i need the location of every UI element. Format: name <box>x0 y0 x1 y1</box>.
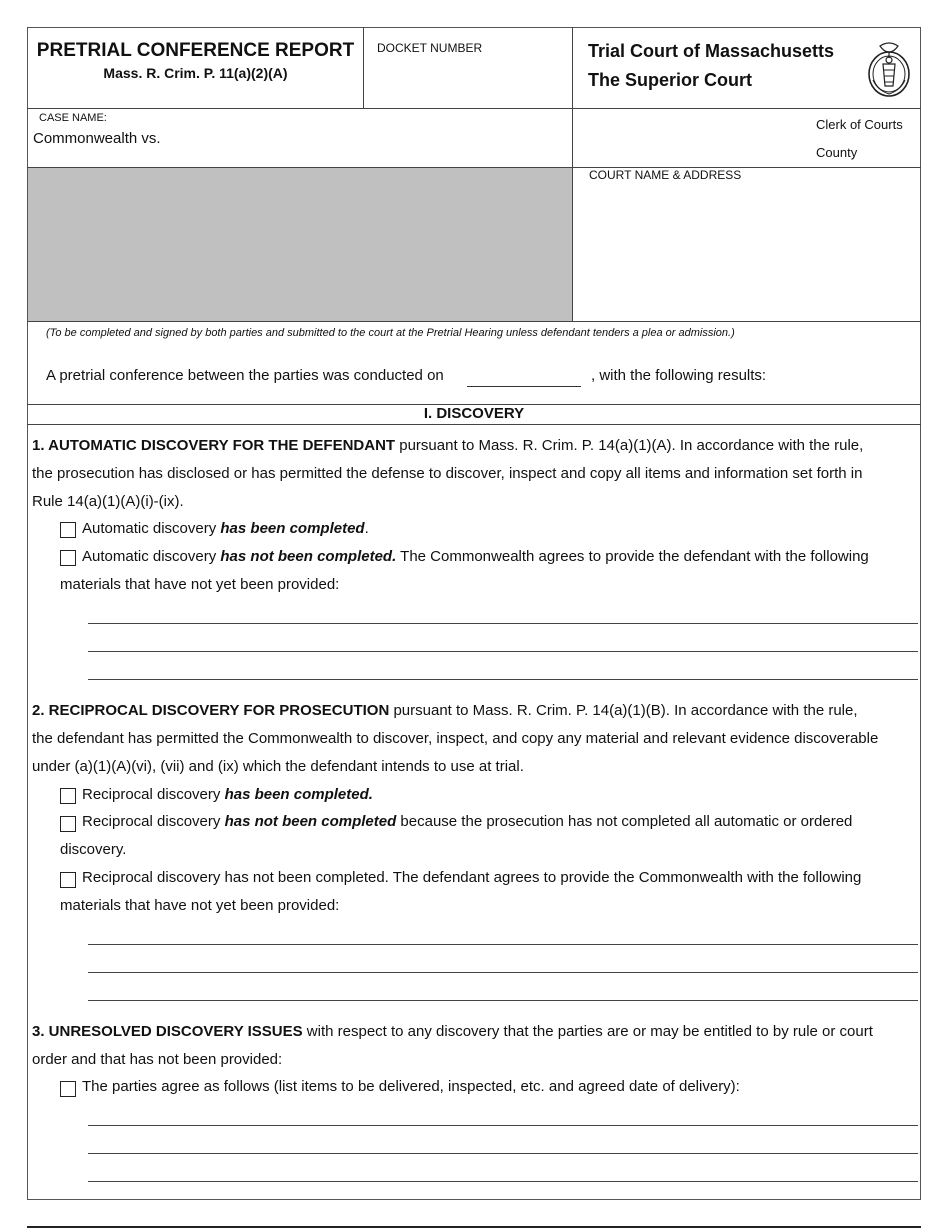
court-name-line1: Trial Court of Massachusetts <box>588 41 835 61</box>
s1-text: pursuant to Mass. R. Crim. P. 14(a)(1)(A). In accordance with the rule, <box>395 437 864 454</box>
form-title: PRETRIAL CONFERENCE REPORT <box>36 40 355 61</box>
s2-text: pursuant to Mass. R. Crim. P. 14(a)(1)(B). In accordance with the rule, <box>389 702 858 719</box>
s1-line3: Rule 14(a)(1)(A)(i)-(ix). <box>32 493 184 510</box>
page-bottom-rule <box>27 1226 921 1228</box>
instructions-text: (To be completed and signed by both parties and submitted to the court at the Pretrial Hearing unless defendant tenders a plea or admission.) <box>46 327 735 339</box>
s2-opt2-bold: has not been completed <box>224 813 397 830</box>
s2-heading: 2. RECIPROCAL DISCOVERY FOR PROSECUTION <box>32 702 390 719</box>
s2-opt2-pre: Reciprocal discovery <box>82 813 225 830</box>
clerk-of-courts-label: Clerk of Courts <box>816 117 903 132</box>
s1-heading: 1. AUTOMATIC DISCOVERY FOR THE DEFENDANT <box>32 437 396 454</box>
shaded-defendant-area <box>28 168 572 321</box>
s1-opt1-bold: has been completed <box>220 520 365 537</box>
s3-items-line-3[interactable] <box>88 1181 918 1182</box>
s2-opt1-bold: has been completed. <box>224 786 373 803</box>
conducted-prefix: A pretrial conference between the parties was conducted on <box>46 367 444 384</box>
s1-line2: the prosecution has disclosed or has permitted the defense to discover, inspect and copy all items and information set forth in <box>32 465 863 482</box>
case-name-value[interactable]: Commonwealth vs. <box>33 130 161 147</box>
form-rule-reference: Mass. R. Crim. P. 11(a)(2)(A) <box>103 65 288 81</box>
s3-option1: The parties agree as follows (list items to be delivered, inspected, etc. and agreed date of delivery): <box>82 1078 740 1095</box>
docket-number-label: DOCKET NUMBER <box>377 41 483 55</box>
s3-heading: 3. UNRESOLVED DISCOVERY ISSUES <box>32 1023 303 1040</box>
s3-heading-line <box>32 1018 873 1046</box>
s2-defendant-agrees-checkbox[interactable] <box>60 872 76 888</box>
s2-opt1-pre: Reciprocal discovery <box>82 786 225 803</box>
court-address-label: COURT NAME & ADDRESS <box>589 168 742 182</box>
case-name-label: CASE NAME: <box>39 112 107 124</box>
county-label: County <box>816 145 858 160</box>
docket-number-field[interactable] <box>370 60 566 104</box>
address-bottom-rule <box>27 321 921 322</box>
conference-date-field[interactable] <box>467 386 581 387</box>
s1-option2-line2: materials that have not yet been provided: <box>60 576 340 593</box>
court-address-field[interactable] <box>580 186 916 316</box>
s2-line2: the defendant has permitted the Commonwealth to discover, inspect, and copy any material and relevant evidence discoverable <box>32 730 879 747</box>
s3-text: with respect to any discovery that the parties are or may be entitled to by rule or court <box>302 1023 873 1040</box>
s1-materials-line-2[interactable] <box>88 651 918 652</box>
header-divider-2 <box>572 27 573 322</box>
s1-opt2-post: The Commonwealth agrees to provide the defendant with the following <box>396 548 869 565</box>
s3-items-line-1[interactable] <box>88 1125 918 1126</box>
s1-materials-line-1[interactable] <box>88 623 918 624</box>
s2-materials-line-3[interactable] <box>88 1000 918 1001</box>
s2-heading-line <box>32 697 858 725</box>
s2-option2 <box>82 808 852 836</box>
massachusetts-seal-icon <box>866 40 912 98</box>
s2-option3-line2: materials that have not yet been provided: <box>60 897 340 914</box>
section-bottom-rule <box>27 424 921 425</box>
s1-option1 <box>82 515 369 543</box>
s3-line2: order and that has not been provided: <box>32 1051 283 1068</box>
s3-items-line-2[interactable] <box>88 1153 918 1154</box>
s2-materials-line-1[interactable] <box>88 944 918 945</box>
s1-opt2-pre: Automatic discovery <box>82 548 221 565</box>
s2-materials-line-2[interactable] <box>88 972 918 973</box>
s2-line3: under (a)(1)(A)(vi), (vii) and (ix) which the defendant intends to use at trial. <box>32 758 524 775</box>
s2-option1 <box>82 781 373 809</box>
s1-option2 <box>82 543 869 571</box>
court-name-line2: The Superior Court <box>588 70 753 90</box>
conducted-suffix: , with the following results: <box>591 367 767 384</box>
s2-option3: Reciprocal discovery has not been completed. The defendant agrees to provide the Commonwealth with the following <box>82 869 862 886</box>
s1-opt1-pre: Automatic discovery <box>82 520 221 537</box>
s2-option2-line2: discovery. <box>60 841 127 858</box>
header-bottom-rule <box>27 108 921 109</box>
s1-not-completed-checkbox[interactable] <box>60 550 76 566</box>
s1-opt1-post: . <box>364 520 369 537</box>
s2-completed-checkbox[interactable] <box>60 788 76 804</box>
s1-opt2-bold: has not been completed. <box>220 548 397 565</box>
s2-not-completed-checkbox[interactable] <box>60 816 76 832</box>
s2-opt2-post: because the prosecution has not completed all automatic or ordered <box>396 813 853 830</box>
s1-completed-checkbox[interactable] <box>60 522 76 538</box>
header-divider-1 <box>363 27 364 109</box>
s3-agree-checkbox[interactable] <box>60 1081 76 1097</box>
section-title-discovery: I. DISCOVERY <box>423 405 525 422</box>
s1-heading-line <box>32 432 863 460</box>
s1-materials-line-3[interactable] <box>88 679 918 680</box>
